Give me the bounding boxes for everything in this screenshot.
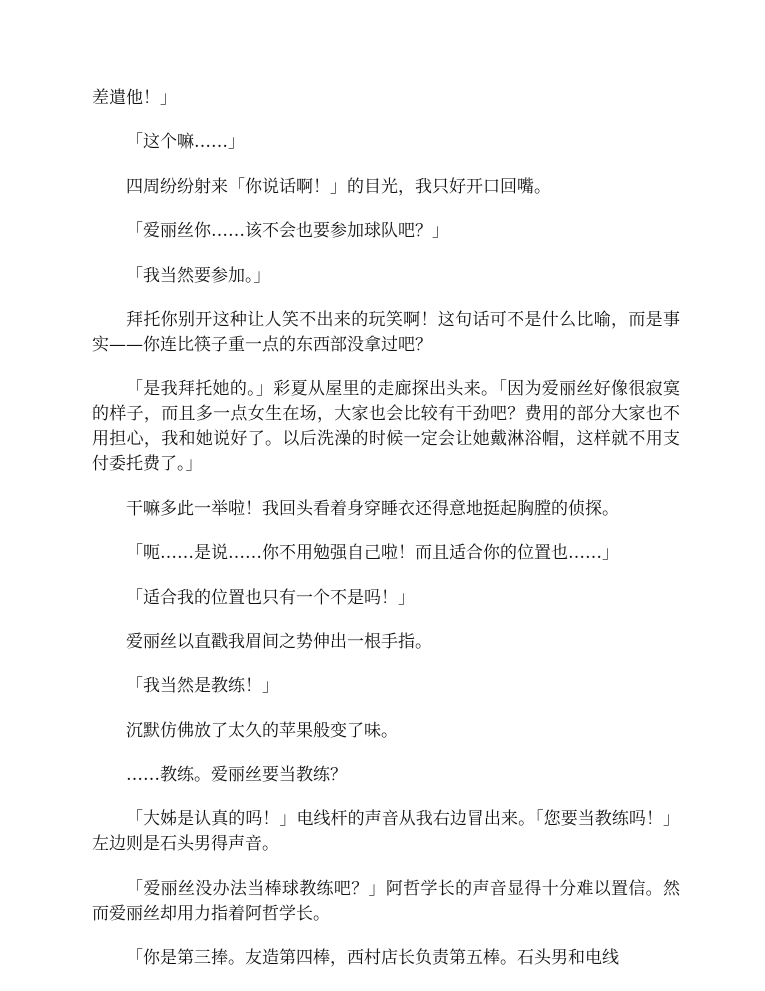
document-page — [92, 86, 680, 991]
paragraph: 「你是第三捧。友造第四棒，西村店长负责第五棒。石头男和电线 — [126, 948, 619, 969]
paragraph: 「大姊是认真的吗！」电线杆的声音从我右边冒出来。「您要当教练吗！」左边则是石头男得声音。 — [92, 809, 680, 855]
paragraph: 「我当然要参加。」 — [126, 265, 271, 286]
paragraph: 拜托你别开这种让人笑不出来的玩笑啊！这句话可不是什么比喻，而是事实——你连比筷子重一点的东西部没拿过吧？ — [92, 309, 680, 355]
paragraph: 干嘛多此一举啦！我回头看着身穿睡衣还得意地挺起胸膛的侦探。 — [126, 498, 619, 519]
paragraph: 「爱丽丝没办法当棒球教练吧？」阿哲学长的声音显得十分难以置信。然而爱丽丝却用力指着阿哲学长。 — [92, 878, 680, 924]
paragraph: 爱丽丝以直戳我眉间之势伸出一根手指。 — [126, 631, 432, 652]
paragraph: 「这个嘛……」 — [126, 132, 245, 153]
paragraph: 「爱丽丝你……该不会也要参加球队吧？」 — [126, 221, 449, 242]
paragraph: 「我当然是教练！」 — [126, 676, 279, 697]
paragraph: 「是我拜托她的。」彩夏从屋里的走廊探出头来。「因为爱丽丝好像很寂寞的样子，而且多一点女生在场，大家也会比较有干劲吧？费用的部分大家也不用担心，我和她说好了。以后洗澡的时候一定会让她戴淋浴帽，这样就不用支付委托费了。」 — [92, 379, 680, 475]
paragraph: 四周纷纷射来「你说话啊！」的目光，我只好开口回嘴。 — [126, 176, 551, 197]
paragraph: 「适合我的位置也只有一个不是吗！」 — [126, 587, 415, 608]
paragraph: 差遣他！」 — [92, 88, 177, 108]
paragraph: 沉默仿佛放了太久的苹果般变了味。 — [126, 720, 398, 741]
paragraph: ……教练。爱丽丝要当教练？ — [126, 765, 347, 786]
paragraph: 「呃……是说……你不用勉强自己啦！而且适合你的位置也……」 — [126, 543, 619, 564]
